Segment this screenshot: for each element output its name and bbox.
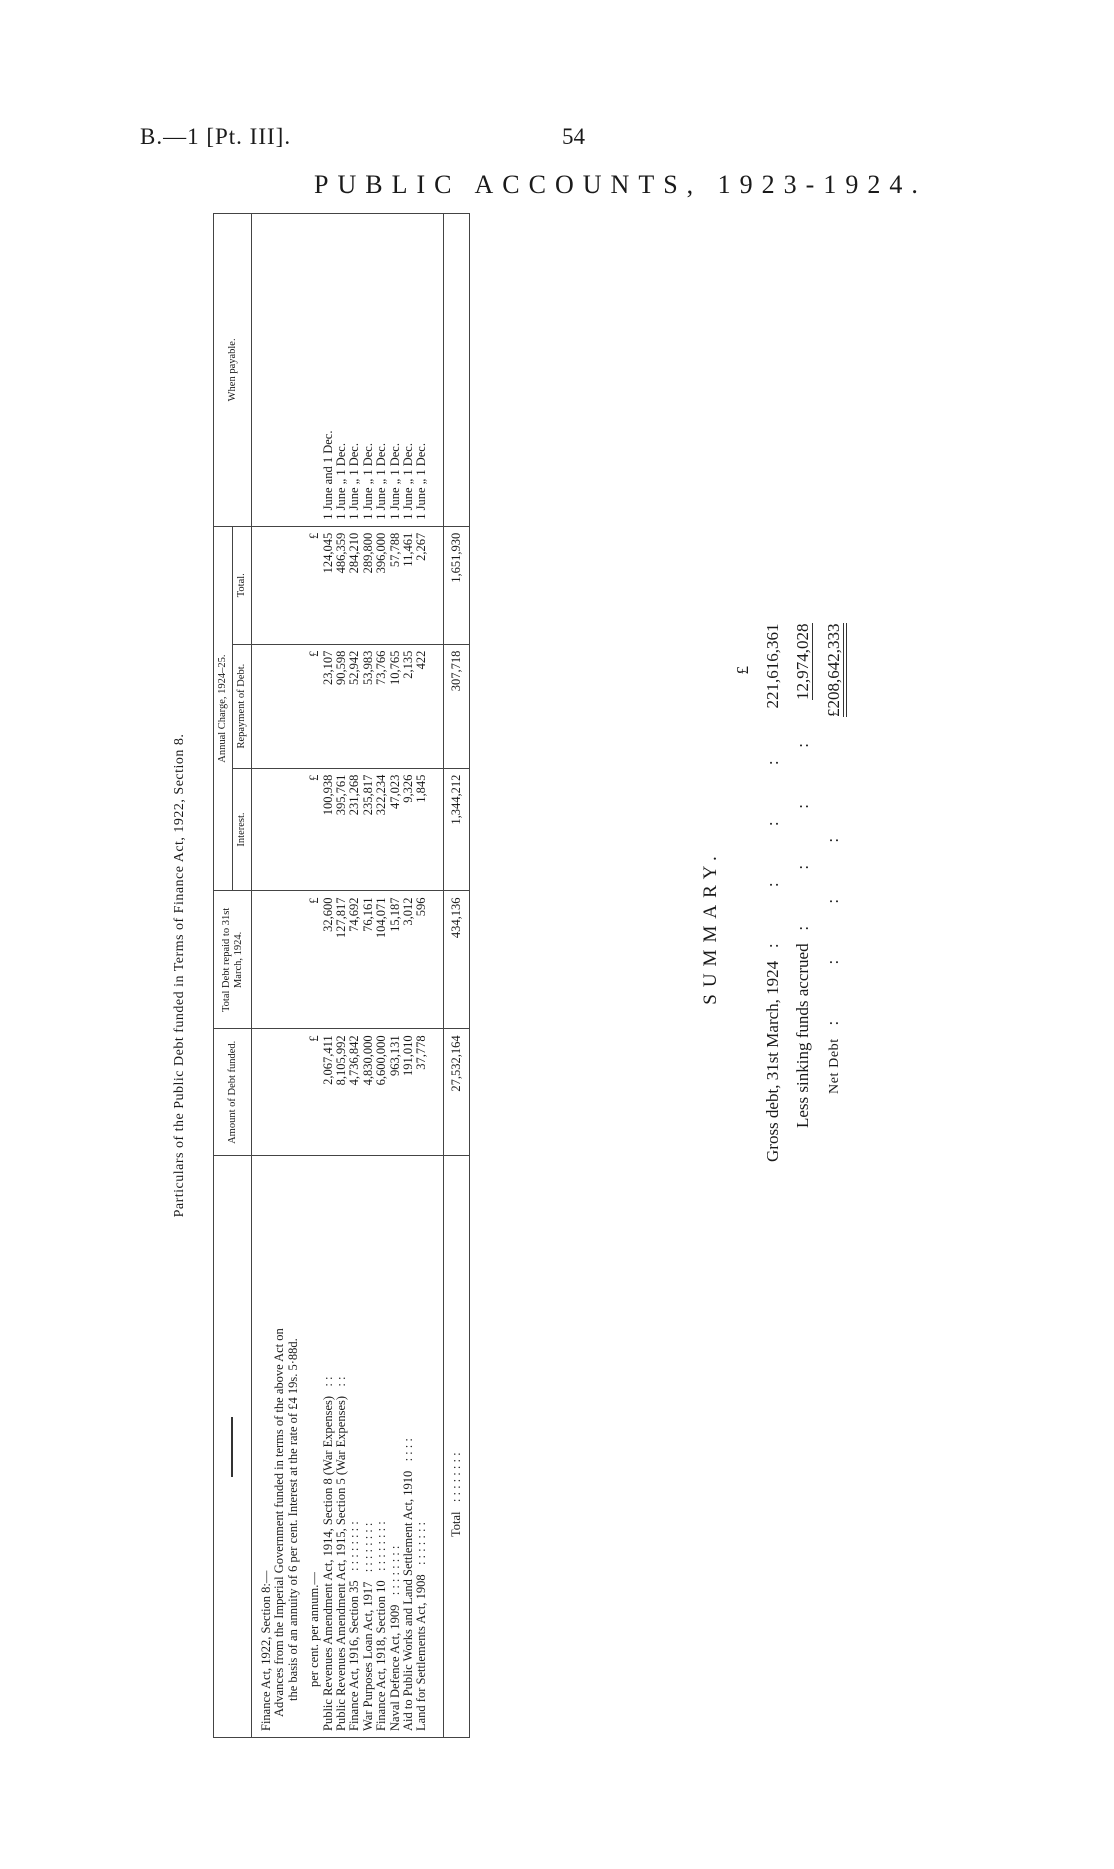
amount-funded-cell: 37,778 <box>415 1029 443 1156</box>
total-repaid-header: Total Debt repaid to 31st March, 1924. <box>214 891 252 1029</box>
table-title-text: Particulars of the Public Debt funded in Terms of Finance Act, 1922, Section 8. <box>172 733 187 1218</box>
table-row <box>402 214 415 1738</box>
when-payable-cell: 1 June „ 1 Dec. <box>362 214 375 527</box>
repayment-cell: 422 <box>415 644 443 768</box>
interest-cell: 322,234 <box>375 768 388 891</box>
amount-funded-cell: 2,067,411 <box>322 1029 335 1156</box>
table-row <box>375 214 388 1738</box>
row-description: Finance Act, 1918, Section 10 : : : : : : : : <box>375 1156 388 1738</box>
rotated-debt-table-block <box>167 213 567 1738</box>
table-row <box>362 214 375 1738</box>
when-payable-cell: 1 June „ 1 Dec. <box>389 214 402 527</box>
total-repaid-cell: 74,692 <box>348 891 361 1029</box>
total-label: Total : : : : : : : : <box>443 1156 469 1738</box>
row-description: Public Revenues Amendment Act, 1914, Section 8 (War Expenses) : : <box>322 1156 335 1738</box>
total-cell: 486,359 <box>335 526 348 644</box>
intro-line: the basis of an annuity of 6 per cent. Interest at the rate of £4 19s. 5·88d. <box>287 1156 300 1738</box>
row-description: Finance Act, 1916, Section 35 : : : : : : : : <box>348 1156 361 1738</box>
description-header <box>214 1156 252 1738</box>
summary-table <box>728 620 850 1163</box>
amount-funded-cell: 8,105,992 <box>335 1029 348 1156</box>
repayment-cell: 90,598 <box>335 644 348 768</box>
total-repaid-cell: 104,071 <box>375 891 388 1029</box>
sinking-funds-value: 12,974,028 <box>793 623 812 700</box>
when-payable-header: When payable. <box>214 214 252 527</box>
repayment-cell: 23,107 <box>322 644 335 768</box>
interest-cell: 231,268 <box>348 768 361 891</box>
intro-unit-row <box>300 214 321 1738</box>
total-funded-cell: 27,532,164 <box>443 1029 469 1156</box>
annual-charge-header: Annual Charge, 1924–25. <box>214 526 233 891</box>
unit-symbol: £ <box>300 891 321 1029</box>
row-description: War Purposes Loan Act, 1917 : : : : : : : : <box>362 1156 375 1738</box>
unit-symbol: £ <box>300 768 321 891</box>
total-row <box>443 214 469 1738</box>
total-repaid-cell: 76,161 <box>362 891 375 1029</box>
total-cell: 396,000 <box>375 526 388 644</box>
total-header: Total. <box>233 526 252 644</box>
interest-cell: 235,817 <box>362 768 375 891</box>
page-number: 54 <box>562 124 585 149</box>
when-payable-cell: 1 June „ 1 Dec. <box>375 214 388 527</box>
when-payable-cell: 1 June „ 1 Dec. <box>415 214 443 527</box>
gross-debt-value: 221,616,361 <box>763 623 782 709</box>
row-description: Aid to Public Works and Land Settlement Act, 1910 : : : : <box>402 1156 415 1738</box>
intro-line: Advances from the Imperial Government funded in terms of the above Act on <box>273 1156 286 1738</box>
amount-funded-cell: 963,131 <box>389 1029 402 1156</box>
amount-funded-header: Amount of Debt funded. <box>214 1029 252 1156</box>
when-payable-cell: 1 June „ 1 Dec. <box>348 214 361 527</box>
table-row <box>389 214 402 1738</box>
unit-symbol: £ <box>300 644 321 768</box>
amount-funded-cell: 4,736,842 <box>348 1029 361 1156</box>
interest-cell: 395,761 <box>335 768 348 891</box>
document-reference: B.—1 [Pt. III]. <box>140 124 292 149</box>
row-description: Naval Defence Act, 1909 : : : : : : : : <box>389 1156 402 1738</box>
net-debt-value: £208,642,333 <box>818 620 850 718</box>
total-repaid-cell: 3,012 <box>402 891 415 1029</box>
interest-cell: 47,023 <box>389 768 402 891</box>
intro-row <box>273 214 286 1738</box>
total-cell: 11,461 <box>402 526 415 644</box>
repayment-cell: 53,983 <box>362 644 375 768</box>
grand-total-cell: 1,651,930 <box>443 526 469 644</box>
total-repaid-sum-cell: 434,136 <box>443 891 469 1029</box>
total-interest-cell: 1,344,212 <box>443 768 469 891</box>
interest-cell: 1,845 <box>415 768 443 891</box>
summary-row <box>788 620 818 1163</box>
total-cell: 289,800 <box>362 526 375 644</box>
summary-unit-row <box>728 620 758 1163</box>
repayment-header: Repayment of Debt. <box>233 644 252 768</box>
row-description: Public Revenues Amendment Act, 1915, Section 5 (War Expenses) : : <box>335 1156 348 1738</box>
amount-funded-cell: 6,600,000 <box>375 1029 388 1156</box>
unit-symbol: £ <box>300 526 321 644</box>
when-payable-cell: 1 June and 1 Dec. <box>322 214 335 527</box>
intro-line: per cent. per annum.— <box>300 1156 321 1738</box>
repayment-cell: 2,135 <box>402 644 415 768</box>
interest-header: Interest. <box>233 768 252 891</box>
repayment-cell: 73,766 <box>375 644 388 768</box>
summary-row <box>818 620 850 1163</box>
total-cell: 2,267 <box>415 526 443 644</box>
repayment-cell: 52,942 <box>348 644 361 768</box>
unit-symbol: £ <box>300 1029 321 1156</box>
total-repaid-cell: 127,817 <box>335 891 348 1029</box>
header-dash <box>231 1417 233 1477</box>
summary-unit: £ <box>733 666 752 675</box>
when-payable-cell: 1 June „ 1 Dec. <box>402 214 415 527</box>
table-row <box>322 214 335 1738</box>
repayment-cell: 10,765 <box>389 644 402 768</box>
total-repaid-cell: 596 <box>415 891 443 1029</box>
table-row <box>348 214 361 1738</box>
interest-cell: 9,326 <box>402 768 415 891</box>
table-row <box>415 214 443 1738</box>
intro-row <box>252 214 274 1738</box>
amount-funded-cell: 4,830,000 <box>362 1029 375 1156</box>
total-repaid-cell: 15,187 <box>389 891 402 1029</box>
intro-row <box>287 214 300 1738</box>
total-cell: 57,788 <box>389 526 402 644</box>
summary-row <box>758 620 788 1163</box>
net-debt-label: Net Debt : : : : <box>823 811 842 1094</box>
interest-cell: 100,938 <box>322 768 335 891</box>
sinking-funds-label: Less sinking funds accrued : : : : <box>793 717 812 1128</box>
intro-line: Finance Act, 1922, Section 8:— <box>252 1156 274 1738</box>
when-payable-cell: 1 June „ 1 Dec. <box>335 214 348 527</box>
total-repaid-cell: 32,600 <box>322 891 335 1029</box>
summary-title: SUMMARY. <box>700 849 721 1005</box>
table-row <box>335 214 348 1738</box>
debt-table <box>213 213 470 1738</box>
page-title: PUBLIC ACCOUNTS, 1923-1924. <box>314 170 927 199</box>
rotated-summary-block <box>700 623 850 1162</box>
total-repayment-cell: 307,718 <box>443 644 469 768</box>
total-cell: 284,210 <box>348 526 361 644</box>
total-cell: 124,045 <box>322 526 335 644</box>
table-title <box>167 213 189 1738</box>
gross-debt-label: Gross debt, 31st March, 1924 : : : : <box>763 734 782 1162</box>
amount-funded-cell: 191,010 <box>402 1029 415 1156</box>
row-description: Land for Settlements Act, 1908 : : : : : : : <box>415 1156 443 1738</box>
